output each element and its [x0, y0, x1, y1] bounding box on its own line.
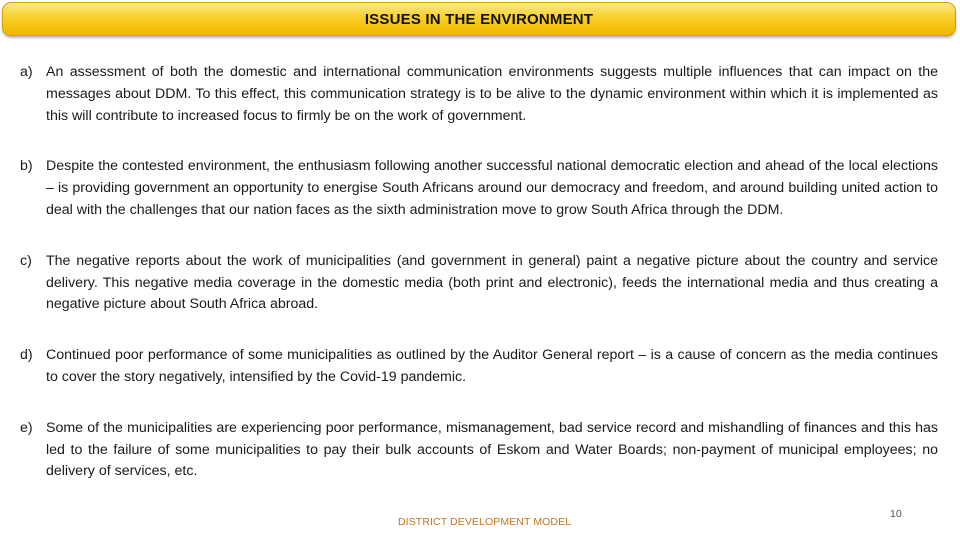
page-number: 10	[890, 508, 902, 520]
list-item-a	[20, 62, 938, 127]
footer-label: DISTRICT DEVELOPMENT MODEL	[398, 516, 572, 528]
title-bar	[2, 2, 956, 36]
item-letter: d)	[20, 347, 33, 364]
item-letter: b)	[20, 158, 33, 175]
slide-title: ISSUES IN THE ENVIRONMENT	[364, 10, 594, 28]
item-text: Despite the contested environment, the enthusiasm following another successful national democratic election and ahead of the local elections – is providing government an opportunity to energise South Africans around our democracy and freedom, and around building united action to deal with the challenges that our nation faces as the sixth administration move to grow South Africa through the DDM.	[46, 158, 938, 218]
item-text: Continued poor performance of some municipalities as outlined by the Auditor General report – is a cause of concern as the media continues to cover the story negatively, intensified by the Covid-19 pandemic.	[46, 347, 938, 385]
issues-list	[20, 62, 938, 483]
list-item-b	[20, 156, 938, 221]
item-letter: e)	[20, 419, 33, 436]
item-text: The negative reports about the work of municipalities (and government in general) paint a negative picture about the country and service delivery. This negative media coverage in the domestic media (both print and electronic), feeds the international media and thus creating a negative picture about South Africa abroad.	[46, 252, 938, 313]
list-item-e	[20, 418, 938, 483]
list-item-d	[20, 345, 938, 389]
item-text: Some of the municipalities are experiencing poor performance, mismanagement, bad service record and mishandling of finances and this has led to the failure of some municipalities to pay their bulk accounts of Eskom and Water Boards; non-payment of municipal employees; no delivery of services, etc.	[46, 419, 938, 480]
item-text: An assessment of both the domestic and international communication environments suggests multiple influences that can impact on the messages about DDM. To this effect, this communication strategy is to be alive to the dynamic environment within which it is implemented as this will contribute to increased focus to firmly be on the work of government.	[46, 64, 938, 124]
list-item-c	[20, 251, 938, 316]
item-letter: a)	[20, 64, 33, 80]
item-letter: c)	[20, 252, 32, 269]
